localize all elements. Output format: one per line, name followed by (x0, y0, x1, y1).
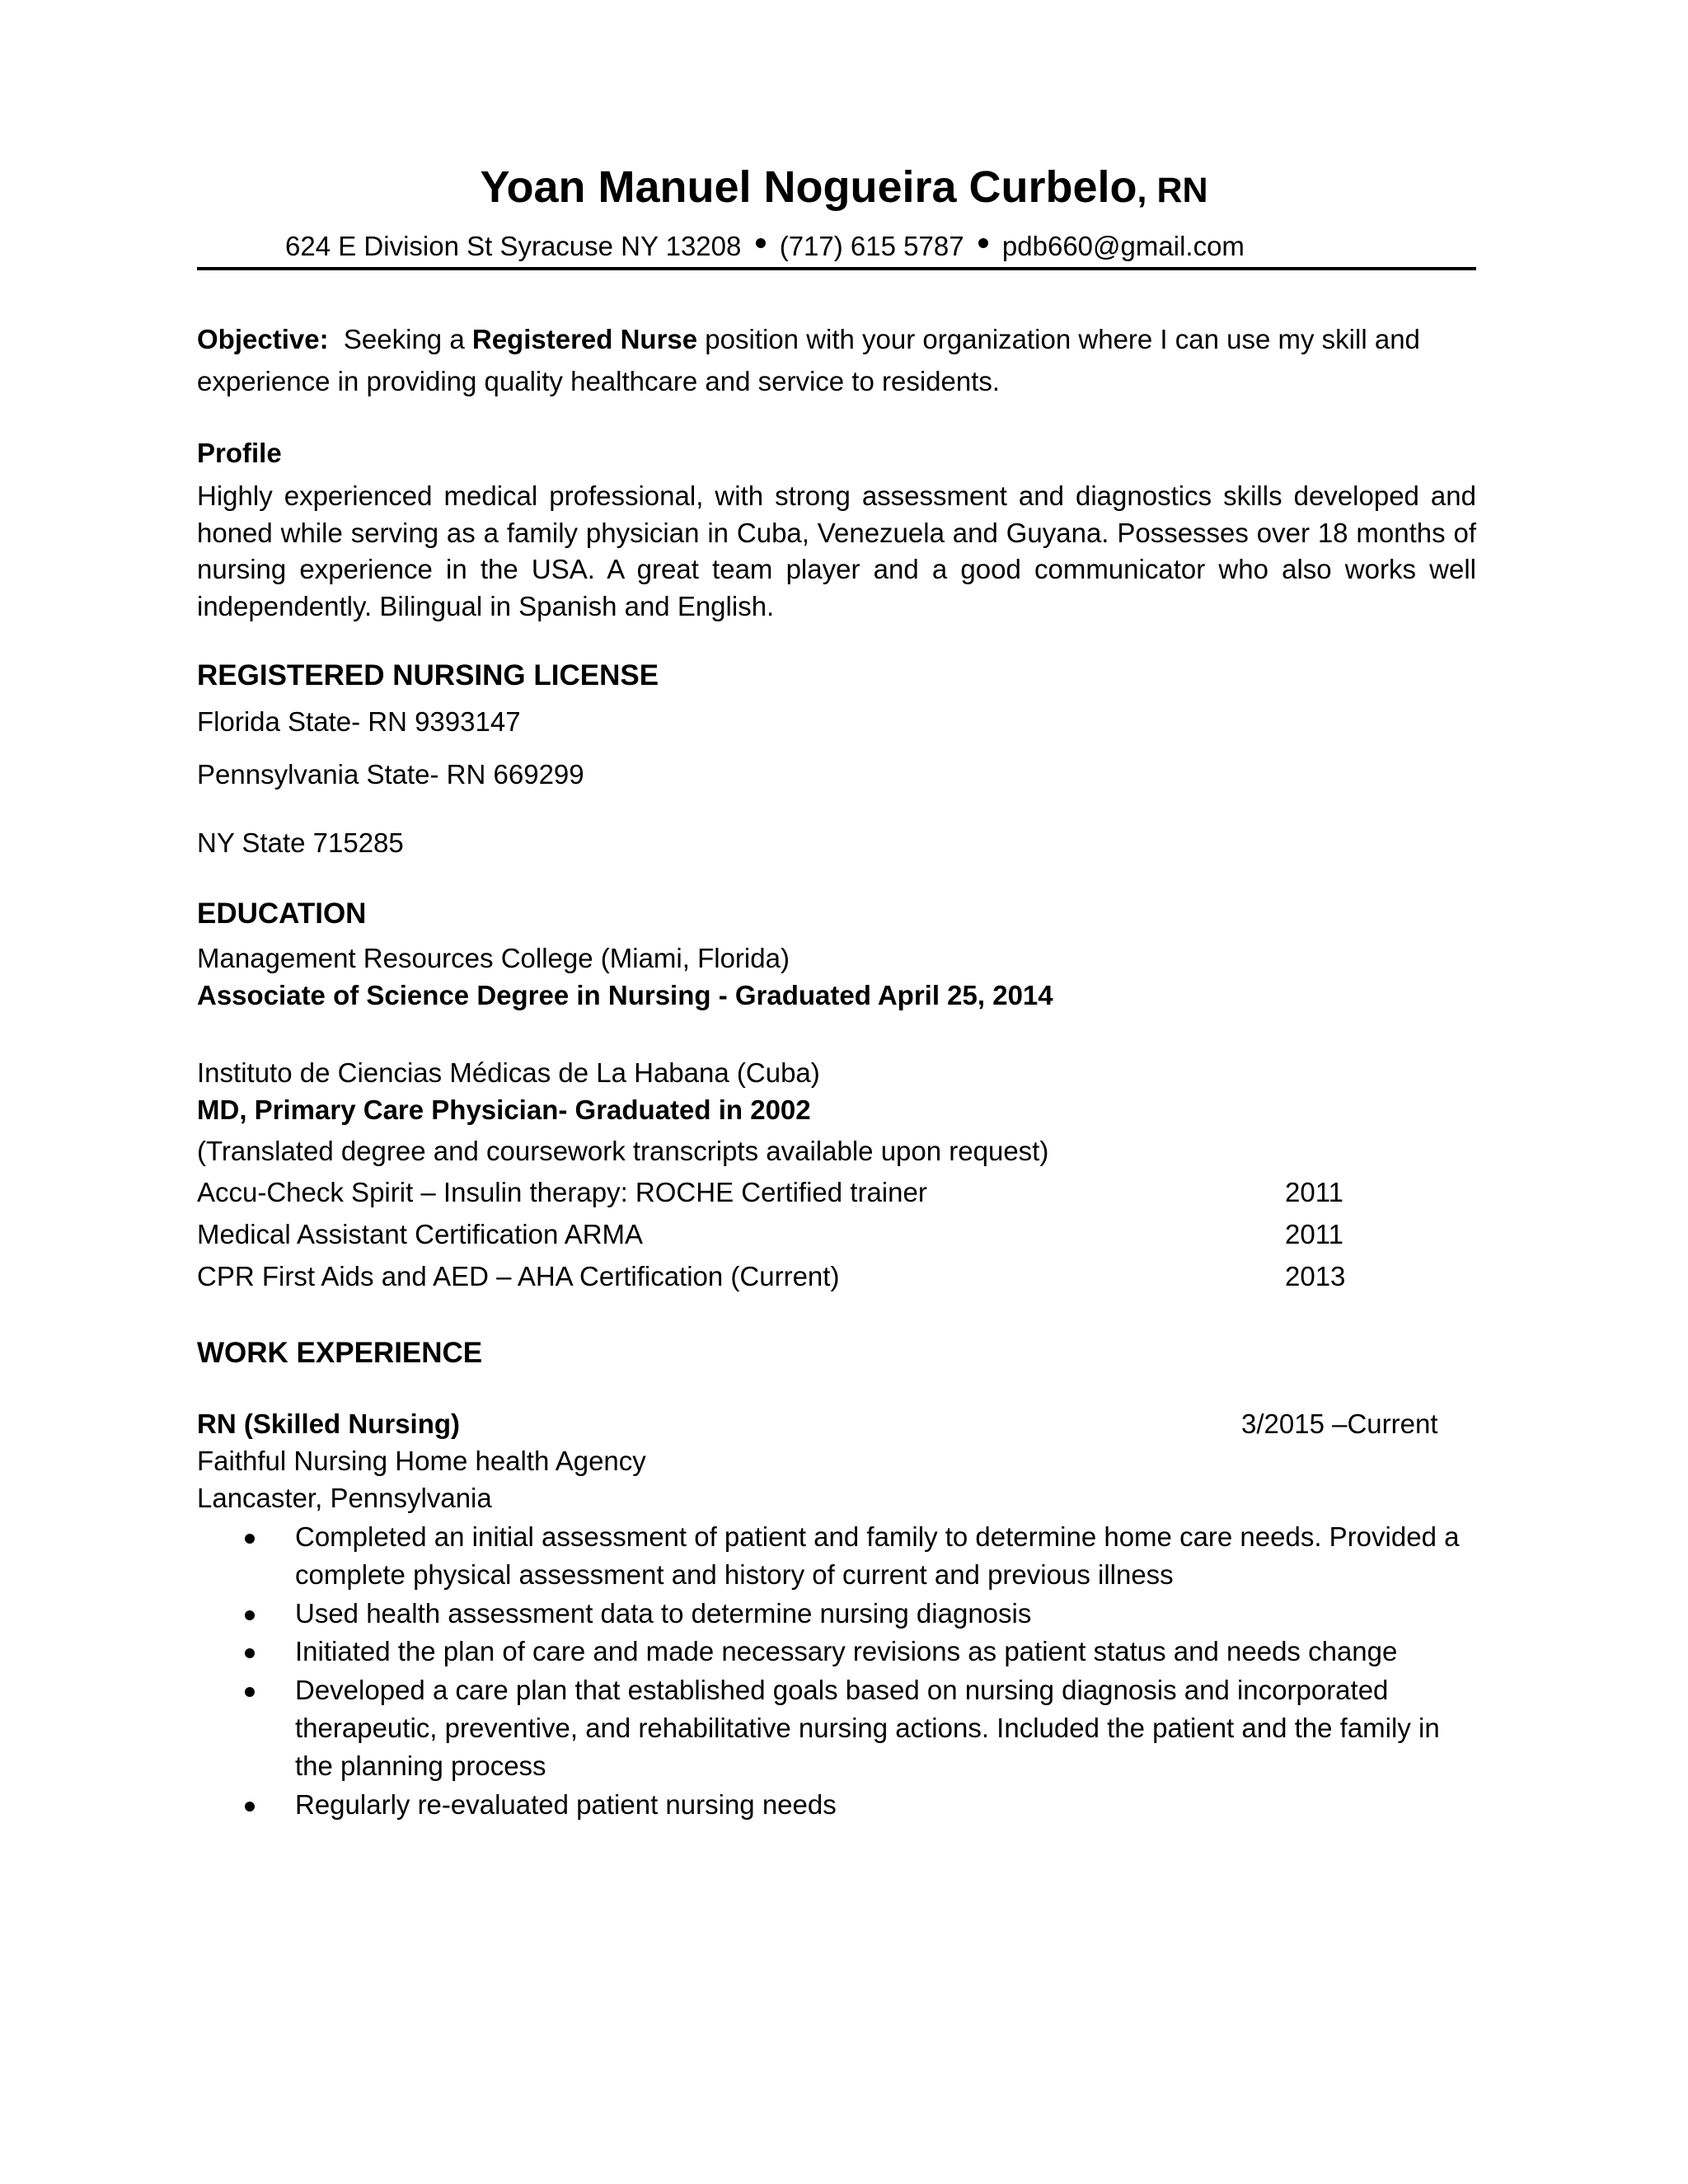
contact-line (285, 231, 1245, 262)
contact-phone: (717) 615 5787 (779, 231, 964, 261)
bullet-separator-icon (978, 238, 988, 248)
objective-text-before: Seeking a (343, 324, 472, 354)
job-bullet: Initiated the plan of care and made necessary revisions as patient status and needs change (295, 1636, 1398, 1666)
bullet-icon (245, 1534, 255, 1544)
education-school: Instituto de Ciencias Médicas de La Habana (Cuba) (197, 1057, 820, 1088)
certification-name: Accu-Check Spirit – Insulin therapy: ROCHE Certified trainer (197, 1177, 927, 1207)
contact-email: pdb660@gmail.com (1001, 231, 1245, 261)
candidate-name: Yoan Manuel Nogueira Curbelo (480, 162, 1137, 212)
certification-name: CPR First Aids and AED – AHA Certification (Current) (197, 1261, 840, 1291)
job-bullet: Developed a care plan that established goals based on nursing diagnosis and incorporated therapeutic, preventive, and rehabilitative nursing actions. Included the patient and the family in the planning process (295, 1675, 1440, 1781)
education-heading: EDUCATION (197, 898, 367, 930)
education-degree: MD, Primary Care Physician- Graduated in 2002 (197, 1094, 811, 1125)
license-heading: REGISTERED NURSING LICENSE (197, 659, 659, 691)
certification-name: Medical Assistant Certification ARMA (197, 1219, 644, 1249)
job-employer: Faithful Nursing Home health Agency (197, 1446, 646, 1476)
objective-text-after: position with your organization where I can use my skill and experience in providing quality healthcare and service to residents. (197, 324, 1420, 396)
job-bullet: Used health assessment data to determine nursing diagnosis (295, 1598, 1032, 1629)
objective-position: Registered Nurse (471, 324, 698, 354)
job-bullet: Completed an initial assessment of patient and family to determine home care needs. Provided a complete physical assessment and history of current and previous illness (295, 1521, 1460, 1590)
bullet-separator-icon (756, 238, 766, 248)
candidate-credential: , RN (1137, 171, 1208, 210)
profile-heading: Profile (197, 438, 282, 468)
education-note: (Translated degree and coursework transcripts available upon request) (197, 1136, 1049, 1166)
education-school: Management Resources College (Miami, Florida) (197, 943, 790, 973)
objective-label: Objective: (197, 324, 329, 354)
certification-year: 2013 (1285, 1261, 1346, 1291)
bullet-icon (245, 1687, 255, 1697)
bullet-icon (245, 1802, 255, 1811)
work-heading: WORK EXPERIENCE (197, 1337, 483, 1369)
license-item: NY State 715285 (197, 827, 404, 858)
job-location: Lancaster, Pennsylvania (197, 1483, 492, 1513)
license-item: Florida State- RN 9393147 (197, 706, 521, 737)
certification-year: 2011 (1285, 1177, 1343, 1207)
job-title: RN (Skilled Nursing) (197, 1408, 461, 1439)
profile-text: Highly experienced medical professional, with strong assessment and diagnostics skills developed and honed while serving as a family physician in Cuba, Venezuela and Guyana. Possesses over 18 months of nursing experience in the USA. A great team player and a good communicator who also works well independently. Bilingual in Spanish and English. (197, 480, 1476, 621)
objective-paragraph (197, 318, 1476, 402)
contact-address: 624 E Division St Syracuse NY 13208 (285, 231, 742, 261)
bullet-icon (245, 1648, 255, 1658)
license-item: Pennsylvania State- RN 669299 (197, 759, 584, 790)
job-dates: 3/2015 –Current (1241, 1408, 1438, 1439)
certification-year: 2011 (1285, 1219, 1343, 1249)
job-bullet: Regularly re-evaluated patient nursing needs (295, 1789, 837, 1820)
education-degree: Associate of Science Degree in Nursing - Graduated April 25, 2014 (197, 980, 1053, 1010)
header-divider (197, 267, 1476, 270)
resume-name-line (0, 162, 1688, 213)
bullet-icon (245, 1610, 255, 1620)
